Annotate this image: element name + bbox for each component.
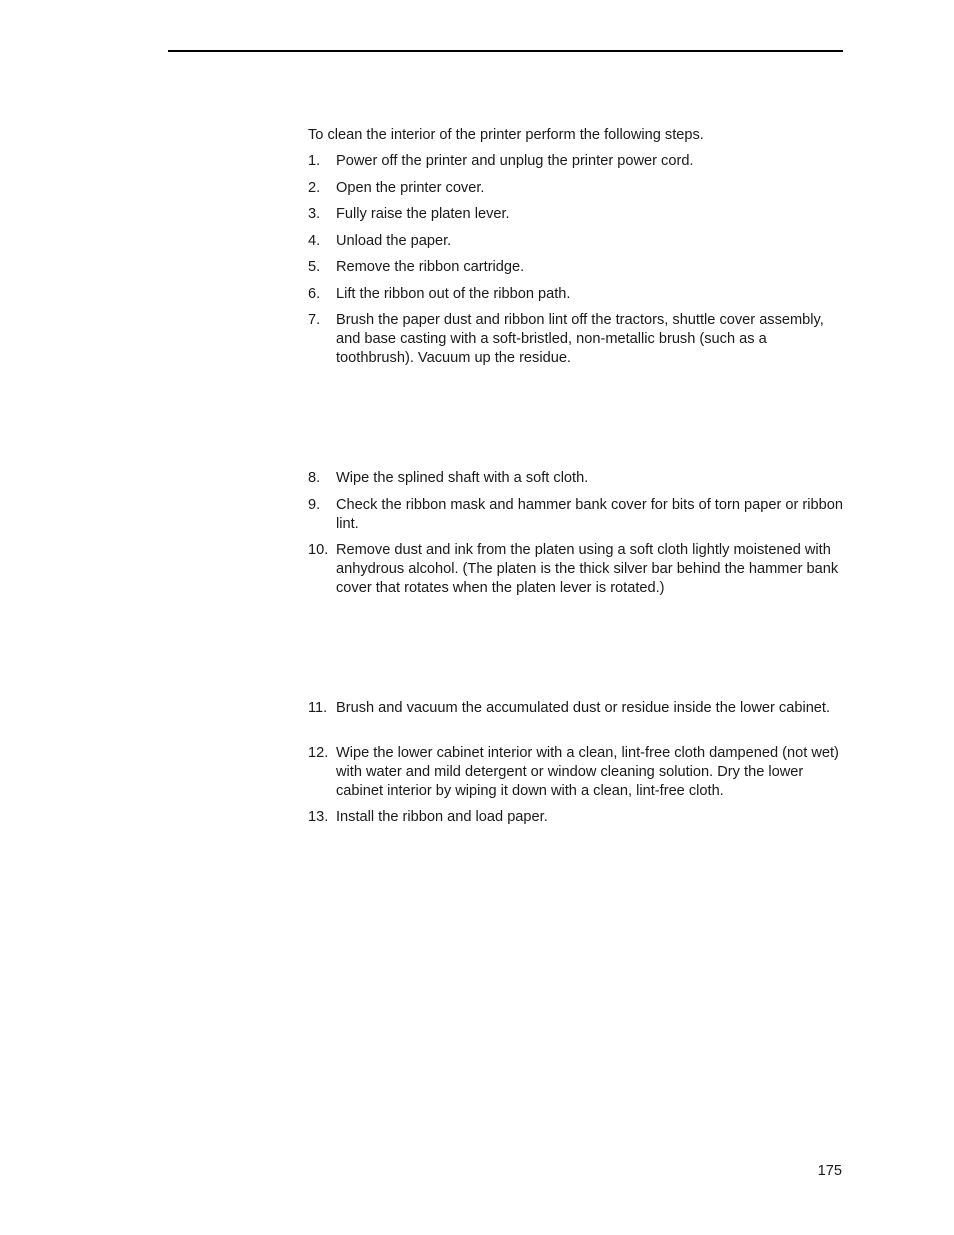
intro-text: To clean the interior of the printer perform the following steps. <box>308 127 704 143</box>
page-number: 175 <box>817 1163 842 1179</box>
step-text: Open the printer cover. <box>336 180 485 196</box>
step-text: Brush and vacuum the accumulated dust or residue inside the lower cabinet. <box>336 700 831 716</box>
step-text: Wipe the lower cabinet interior with a clean, lint-free cloth dampened (not wet) with water and mild detergent or window cleaning solution. Dry the lower cabinet interior by wiping it down with a clean, lint-free cloth. <box>336 745 839 799</box>
step-text: Install the ribbon and load paper. <box>336 809 548 825</box>
step-text: Unload the paper. <box>336 233 452 249</box>
step-text: Power off the printer and unplug the printer power cord. <box>336 153 694 169</box>
step-number: 9. <box>308 497 321 513</box>
step-number: 6. <box>308 286 321 302</box>
step-number: 2. <box>308 180 321 196</box>
step-text: Brush the paper dust and ribbon lint off the tractors, shuttle cover assembly, and base casting with a soft-bristled, non-metallic brush (such as a toothbrush). Vacuum up the residue. <box>336 312 824 366</box>
step-number: 8. <box>308 470 321 486</box>
step-number: 5. <box>308 259 321 275</box>
step-number: 13. <box>308 809 329 825</box>
step-text: Remove the ribbon cartridge. <box>336 259 525 275</box>
step-text: Lift the ribbon out of the ribbon path. <box>336 286 571 302</box>
step-text: Wipe the splined shaft with a soft cloth. <box>336 470 589 486</box>
step-text: Remove dust and ink from the platen using a soft cloth lightly moistened with anhydrous alcohol. (The platen is the thick silver bar behind the hammer bank cover that rotates when the platen lever is rotated.) <box>336 542 839 596</box>
step-number: 7. <box>308 312 321 328</box>
step-number: 1. <box>308 153 321 169</box>
step-text: Fully raise the platen lever. <box>336 206 510 222</box>
header-rule <box>168 50 843 52</box>
step-number: 12. <box>308 745 329 761</box>
step-number: 4. <box>308 233 321 249</box>
step-number: 10. <box>308 542 329 558</box>
step-text: Check the ribbon mask and hammer bank cover for bits of torn paper or ribbon lint. <box>336 497 843 532</box>
step-number: 3. <box>308 206 321 222</box>
step-number: 11. <box>308 700 328 716</box>
